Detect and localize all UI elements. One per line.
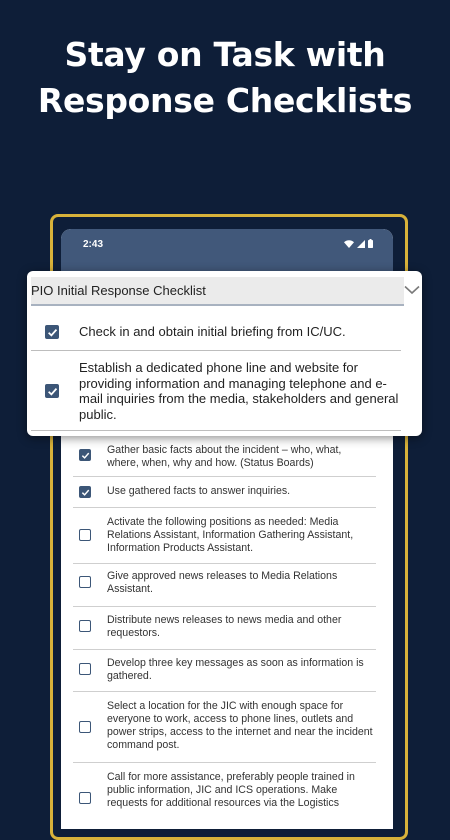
popup-list-item[interactable] (31, 321, 401, 343)
popup-list-item-text: Check in and obtain initial briefing from IC/UC. (79, 324, 346, 340)
checkbox-unchecked[interactable] (79, 663, 91, 675)
checkbox-unchecked[interactable] (79, 721, 91, 733)
checkbox-checked[interactable] (45, 384, 59, 398)
checkbox-unchecked[interactable] (79, 529, 91, 541)
headline (0, 32, 450, 124)
check-icon (47, 327, 58, 338)
list-item[interactable] (73, 477, 376, 508)
list-item-text: Select a location for the JIC with enough space for everyone to work, access to phone lines, outlets and power strips, access to the internet and near the incident command post. (107, 700, 373, 751)
list-item[interactable] (73, 437, 376, 477)
list-item[interactable] (73, 564, 376, 607)
wifi-icon (344, 240, 354, 248)
chevron-down-icon[interactable] (404, 285, 420, 295)
dropdown-selected-value: PIO Initial Response Checklist (31, 283, 206, 298)
list-item-text: Develop three key messages as soon as information is gathered. (107, 657, 364, 682)
status-time: 2:43 (83, 239, 104, 250)
cellular-icon (357, 240, 365, 248)
checklist (61, 437, 393, 823)
list-item[interactable] (73, 763, 376, 823)
list-item-text: Call for more assistance, preferably people trained in public information, JIC and ICS operations. Make requests for additional resources via the Logistics (107, 771, 355, 809)
list-item[interactable] (73, 650, 376, 692)
divider (31, 430, 401, 431)
popup-list-item-text: Establish a dedicated phone line and website for providing information and managing telephone and e-mail inquiries from the media, stakeholders and general public. (79, 360, 399, 422)
list-item[interactable] (73, 607, 376, 650)
check-icon (81, 451, 90, 460)
checkbox-checked[interactable] (79, 449, 91, 461)
list-item-text: Gather basic facts about the incident – who, what, where, when, why and how. (Status Boards) (107, 444, 342, 469)
check-icon (47, 386, 58, 397)
list-item[interactable] (73, 508, 376, 564)
checklist-selector-popup (27, 271, 422, 436)
battery-icon (368, 239, 373, 248)
headline-line-1: Stay on Task with (64, 35, 386, 74)
check-icon (81, 488, 90, 497)
checkbox-unchecked[interactable] (79, 792, 91, 804)
status-bar (61, 229, 393, 273)
divider (31, 350, 401, 351)
checkbox-checked[interactable] (45, 325, 59, 339)
checkbox-checked[interactable] (79, 486, 91, 498)
list-item-text: Use gathered facts to answer inquiries. (107, 485, 291, 497)
checklist-dropdown[interactable] (31, 277, 404, 306)
list-item[interactable] (73, 692, 376, 763)
headline-line-2: Response Checklists (37, 81, 413, 120)
checkbox-unchecked[interactable] (79, 620, 91, 632)
list-item-text: Distribute news releases to news media and other requestors. (107, 614, 342, 639)
list-item-text: Give approved news releases to Media Relations Assistant. (107, 570, 338, 595)
list-item-text: Activate the following positions as needed: Media Relations Assistant, Information Gathering Assistant, Information Products Assistant. (107, 516, 354, 554)
popup-list-item[interactable] (31, 360, 401, 422)
checkbox-unchecked[interactable] (79, 576, 91, 588)
